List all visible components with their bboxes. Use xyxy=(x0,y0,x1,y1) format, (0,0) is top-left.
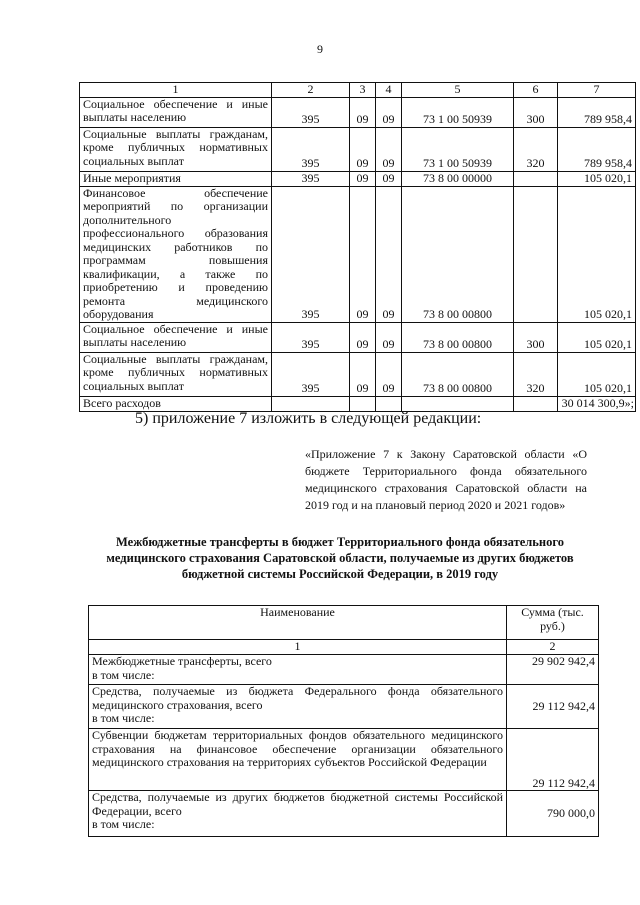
instruction-text: 5) приложение 7 изложить в следующей редакции: xyxy=(135,410,482,427)
cell-subsection: 09 xyxy=(376,352,402,396)
section-title: Межбюджетные трансферты в бюджет Территориального фонда обязательного медицинского страхования Саратовской области, получаемые из других бюджетов бюджетной системы Российской Федерации, в 2019 году xyxy=(106,535,574,581)
transfers-table xyxy=(88,605,599,837)
cell-amount: 105 020,1 xyxy=(558,171,636,186)
cell-expense-type: 300 xyxy=(514,322,558,352)
cell-amount: 105 020,1 xyxy=(558,186,636,322)
row-name: Социальное обеспечение и иные выплаты населению xyxy=(80,97,272,127)
total-label: Всего расходов xyxy=(80,396,272,411)
column-header: 4 xyxy=(376,83,402,98)
table-row xyxy=(89,685,599,729)
header-sum: Сумма (тыс. руб.) xyxy=(507,606,599,640)
table-row xyxy=(89,729,599,791)
table-row xyxy=(89,655,599,685)
cell-section: 09 xyxy=(350,322,376,352)
column-header: 7 xyxy=(558,83,636,98)
cell-target-article: 73 8 00 00800 xyxy=(402,186,514,322)
column-header: 5 xyxy=(402,83,514,98)
row-sum: 29 112 942,4 xyxy=(507,729,599,791)
page-number: 9 xyxy=(317,42,323,56)
cell-ministry: 395 xyxy=(272,171,350,186)
cell-expense-type xyxy=(514,171,558,186)
row-name-cell xyxy=(89,685,507,729)
column-header: 3 xyxy=(350,83,376,98)
cell-subsection: 09 xyxy=(376,97,402,127)
cell-expense-type: 300 xyxy=(514,97,558,127)
row-sum: 29 112 942,4 xyxy=(507,685,599,729)
cell-ministry: 395 xyxy=(272,352,350,396)
table-header-row xyxy=(80,83,636,98)
cell-expense-type: 320 xyxy=(514,127,558,171)
table-row xyxy=(80,127,636,171)
total-value: 30 014 300,9 xyxy=(561,396,625,410)
cell-ministry: 395 xyxy=(272,127,350,171)
table-row xyxy=(89,791,599,837)
total-row xyxy=(80,396,636,411)
row-name: Средства, получаемые из бюджета Федерального фонда обязательного медицинского страхования, всего xyxy=(92,684,503,712)
column-number: 2 xyxy=(507,640,599,655)
row-sum: 29 902 942,4 xyxy=(507,655,599,685)
row-name: Социальные выплаты гражданам, кроме публичных нормативных социальных выплат xyxy=(80,352,272,396)
table-row xyxy=(80,186,636,322)
row-name: Социальные выплаты гражданам, кроме публичных нормативных социальных выплат xyxy=(80,127,272,171)
row-subtitle: в том числе: xyxy=(92,711,155,725)
cell-amount: 789 958,4 xyxy=(558,127,636,171)
appendix-reference: «Приложение 7 к Закону Саратовской области «О бюджете Территориального фонда обязательного медицинского страхования Саратовской области на 2019 год и на плановый период 2020 и 2021 годов» xyxy=(305,447,587,512)
table-header-row xyxy=(89,606,599,640)
table-row xyxy=(80,352,636,396)
row-name: Субвенции бюджетам территориальных фондов обязательного медицинского страхования на финансовое обеспечение организации обязательного медицинского страхования на территориях субъектов Российской Федерации xyxy=(89,729,507,791)
row-name: Иные мероприятия xyxy=(80,171,272,186)
cell-section: 09 xyxy=(350,127,376,171)
cell-section: 09 xyxy=(350,97,376,127)
cell-amount: 105 020,1 xyxy=(558,322,636,352)
cell-target-article: 73 1 00 50939 xyxy=(402,97,514,127)
header-name: Наименование xyxy=(89,606,507,640)
cell-section: 09 xyxy=(350,171,376,186)
cell-amount: 789 958,4 xyxy=(558,97,636,127)
column-header: 2 xyxy=(272,83,350,98)
cell-subsection: 09 xyxy=(376,322,402,352)
row-name-cell xyxy=(89,791,507,837)
column-numbers-row xyxy=(89,640,599,655)
expenses-table xyxy=(79,82,636,412)
row-name: Средства, получаемые из других бюджетов бюджетной системы Российской Федерации, всего xyxy=(92,790,503,818)
cell-expense-type: 320 xyxy=(514,352,558,396)
cell-section: 09 xyxy=(350,352,376,396)
cell-expense-type xyxy=(514,186,558,322)
cell-ministry: 395 xyxy=(272,186,350,322)
cell-subsection: 09 xyxy=(376,127,402,171)
row-name: Межбюджетные трансферты, всего xyxy=(92,654,272,668)
row-subtitle: в том числе: xyxy=(92,817,155,831)
cell-subsection: 09 xyxy=(376,186,402,322)
cell-section: 09 xyxy=(350,186,376,322)
cell-amount: 105 020,1 xyxy=(558,352,636,396)
cell-target-article: 73 8 00 00800 xyxy=(402,322,514,352)
table-row xyxy=(80,171,636,186)
row-subtitle: в том числе: xyxy=(92,667,155,682)
table-row xyxy=(80,97,636,127)
cell-target-article: 73 1 00 50939 xyxy=(402,127,514,171)
cell-target-article: 73 8 00 00800 xyxy=(402,352,514,396)
column-header: 1 xyxy=(80,83,272,98)
row-name-cell xyxy=(89,655,507,685)
cell-subsection: 09 xyxy=(376,171,402,186)
table-row xyxy=(80,322,636,352)
row-name: Социальное обеспечение и иные выплаты населению xyxy=(80,322,272,352)
column-number: 1 xyxy=(89,640,507,655)
total-cell xyxy=(558,396,636,411)
row-sum: 790 000,0 xyxy=(507,791,599,837)
column-header: 6 xyxy=(514,83,558,98)
row-name: Финансовое обеспечение мероприятий по организации дополнительного профессионального образования медицинских работников по программам повышения квалификации, а также по приобретению и проведению ремонта медицинского оборудования xyxy=(80,186,272,322)
total-suffix: »; xyxy=(624,396,634,410)
cell-ministry: 395 xyxy=(272,322,350,352)
cell-ministry: 395 xyxy=(272,97,350,127)
cell-target-article: 73 8 00 00000 xyxy=(402,171,514,186)
